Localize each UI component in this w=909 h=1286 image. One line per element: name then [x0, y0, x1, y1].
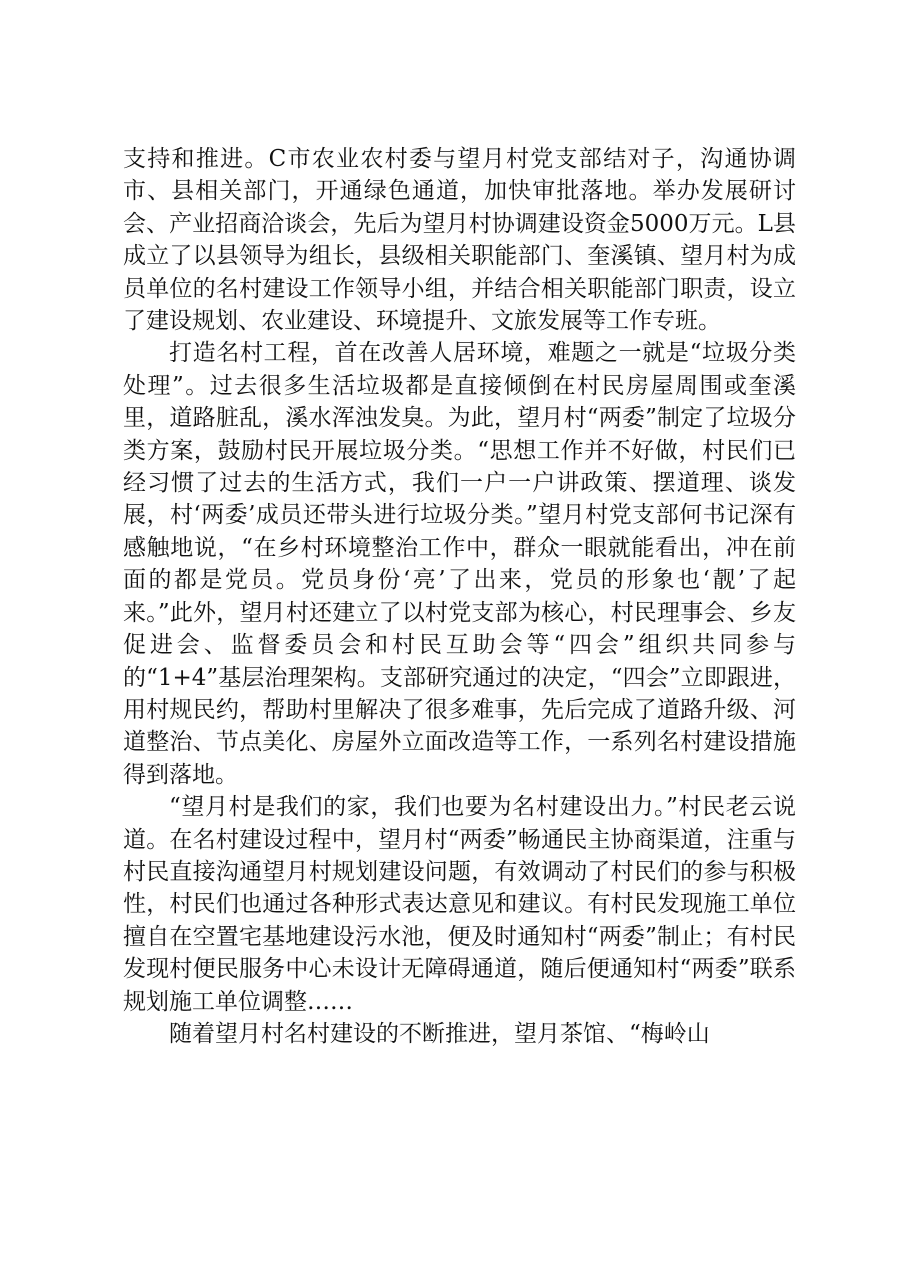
paragraph-continuation: 支持和推进。C市农业农村委与望月村党支部结对子，沟通协调市、县相关部门，开通绿色通道，加快审批落地。举办发展研讨会、产业招商洽谈会，先后为望月村协调建设资金5000万元。L县成立了以县领导为组长，县级相关职能部门、奎溪镇、望月村为成员单位的名村建设工作领导小组，并结合相关职能部门职责，设立了建设规划、农业建设、环境提升、文旅发展等工作专班。 — [123, 146, 796, 335]
paragraph-garbage-sorting: 打造名村工程，首在改善人居环境，难题之一就是“垃圾分类处理”。过去很多生活垃圾都是直接倾倒在村民房屋周围或奎溪里，道路脏乱，溪水浑浊发臭。为此，望月村“两委”制定了垃圾分类方案，鼓励村民开展垃圾分类。“思想工作并不好做，村民们已经习惯了过去的生活方式，我们一户一户讲政策、摆道理、谈发展，村‘两委’成员还带头进行垃圾分类。”望月村党支部何书记深有感触地说，“在乡村环境整治工作中，群众一眼就能看出，冲在前面的都是党员。党员身份‘亮’了出来，党员的形象也‘靓’了起来。”此外，望月村还建立了以村党支部为核心，村民理事会、乡友促进会、监督委员会和村民互助会等“四会”组织共同参与的“1+4”基层治理架构。支部研究通过的决定，“四会”立即跟进，用村规民约，帮助村里解决了很多难事，先后完成了道路升级、河道整治、节点美化、房屋外立面改造等工作，一系列名村建设措施得到落地。 — [123, 340, 796, 788]
document-body — [123, 143, 796, 1050]
paragraph-village-development: 随着望月村名村建设的不断推进，望月茶馆、“梅岭山 — [169, 1020, 710, 1047]
paragraph-villager-participation: “望月村是我们的家，我们也要为名村建设出力。”村民老云说道。在名村建设过程中，望月村“两委”畅通民主协商渠道，注重与村民直接沟通望月村规划建设问题，有效调动了村民们的参与积极性，村民们也通过各种形式表达意见和建议。有村民发现施工单位擅自在空置宅基地建设污水池，便及时通知村“两委”制止；有村民发现村便民服务中心未设计无障碍通道，随后便通知村“两委”联系规划施工单位调整…… — [123, 794, 796, 1015]
